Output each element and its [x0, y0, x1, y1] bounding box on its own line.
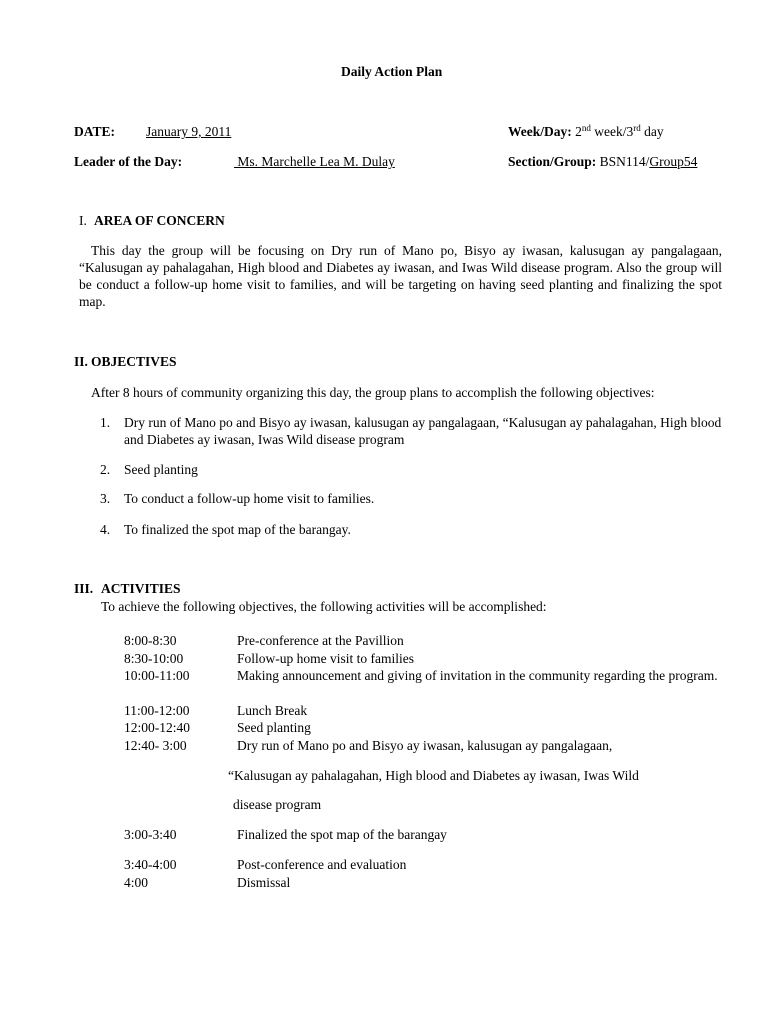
- schedule-time: 12:40- 3:00: [124, 738, 187, 753]
- schedule-activity: Finalized the spot map of the barangay: [237, 827, 447, 842]
- schedule-activity: Follow-up home visit to families: [237, 651, 414, 666]
- schedule-activity: Dismissal: [237, 875, 291, 890]
- schedule-activity-continued: “Kalusugan ay pahalagahan, High blood and Diabetes ay iwasan, Iwas Wild: [228, 768, 639, 783]
- section-number-3: III.: [74, 581, 94, 596]
- schedule-time: 8:00-8:30: [124, 633, 177, 648]
- week-day-label: Week/Day:: [508, 124, 572, 139]
- list-item: Dry run of Mano po and Bisyo ay iwasan, kalusugan ay pangalagaan, “Kalusugan ay pahalagahan, High blood and Diabetes ay iwasan, Iwas Wild disease program: [124, 415, 722, 447]
- day-text: day: [640, 124, 664, 139]
- area-of-concern-heading: AREA OF CONCERN: [94, 213, 225, 228]
- objectives-intro: After 8 hours of community organizing this day, the group plans to accomplish the following objectives:: [91, 385, 655, 400]
- schedule-activity: Lunch Break: [237, 703, 308, 718]
- schedule-activity: Seed planting: [237, 720, 311, 735]
- section-number-2: II.: [74, 354, 88, 369]
- area-of-concern-text: This day the group will be focusing on Dry run of Mano po, Bisyo ay iwasan, kalusugan ay pangalagaan, “Kalusugan ay pahalagahan, High blood and Diabetes ay iwasan, and Iwas Wild disease program. Also the group will be conduct a follow-up home visit to families, and will be targeting on having seed planting and finalizing the spot map.: [79, 243, 722, 309]
- section-number-1: I.: [79, 213, 87, 228]
- leader-label: Leader of the Day:: [74, 154, 183, 169]
- list-item: To finalized the spot map of the barangay.: [124, 522, 351, 537]
- schedule-time: 3:00-3:40: [124, 827, 177, 842]
- schedule-time: 10:00-11:00: [124, 668, 190, 683]
- document-title: Daily Action Plan: [341, 64, 443, 79]
- list-item: To conduct a follow-up home visit to families.: [124, 491, 375, 506]
- schedule-activity-continued: disease program: [233, 797, 322, 812]
- schedule-activity: Dry run of Mano po and Bisyo ay iwasan, kalusugan ay pangalagaan,: [237, 738, 613, 753]
- section-group-label: Section/Group:: [508, 154, 597, 169]
- schedule-time: 12:00-12:40: [124, 720, 190, 735]
- schedule-activity: Pre-conference at the Pavillion: [237, 633, 404, 648]
- week-day-field: [508, 123, 664, 140]
- schedule-time: 4:00: [124, 875, 149, 890]
- section-group-field: [508, 153, 697, 170]
- group-value: Group54: [649, 154, 698, 169]
- list-item: Seed planting: [124, 462, 198, 477]
- week-suffix: nd: [581, 123, 591, 133]
- leader-value: Ms. Marchelle Lea M. Dulay: [234, 154, 395, 169]
- list-item-number: 3.: [100, 491, 111, 506]
- activities-heading: ACTIVITIES: [101, 581, 181, 596]
- schedule-time: 3:40-4:00: [124, 857, 177, 872]
- week-number: 2: [575, 124, 582, 139]
- schedule-activity: Post-conference and evaluation: [237, 857, 407, 872]
- section-value: BSN114/: [599, 154, 650, 169]
- objectives-heading: OBJECTIVES: [91, 354, 177, 369]
- schedule-time: 11:00-12:00: [124, 703, 190, 718]
- day-suffix: rd: [633, 123, 641, 133]
- list-item-number: 2.: [100, 462, 111, 477]
- schedule-activity: Making announcement and giving of invitation in the community regarding the program.: [237, 668, 718, 683]
- activities-intro: To achieve the following objectives, the following activities will be accomplished:: [101, 599, 547, 614]
- list-item-number: 4.: [100, 522, 111, 537]
- date-label: DATE:: [74, 124, 116, 139]
- date-value: January 9, 2011: [146, 124, 232, 139]
- week-text: week/3: [590, 124, 634, 139]
- schedule-time: 8:30-10:00: [124, 651, 184, 666]
- list-item-number: 1.: [100, 415, 111, 430]
